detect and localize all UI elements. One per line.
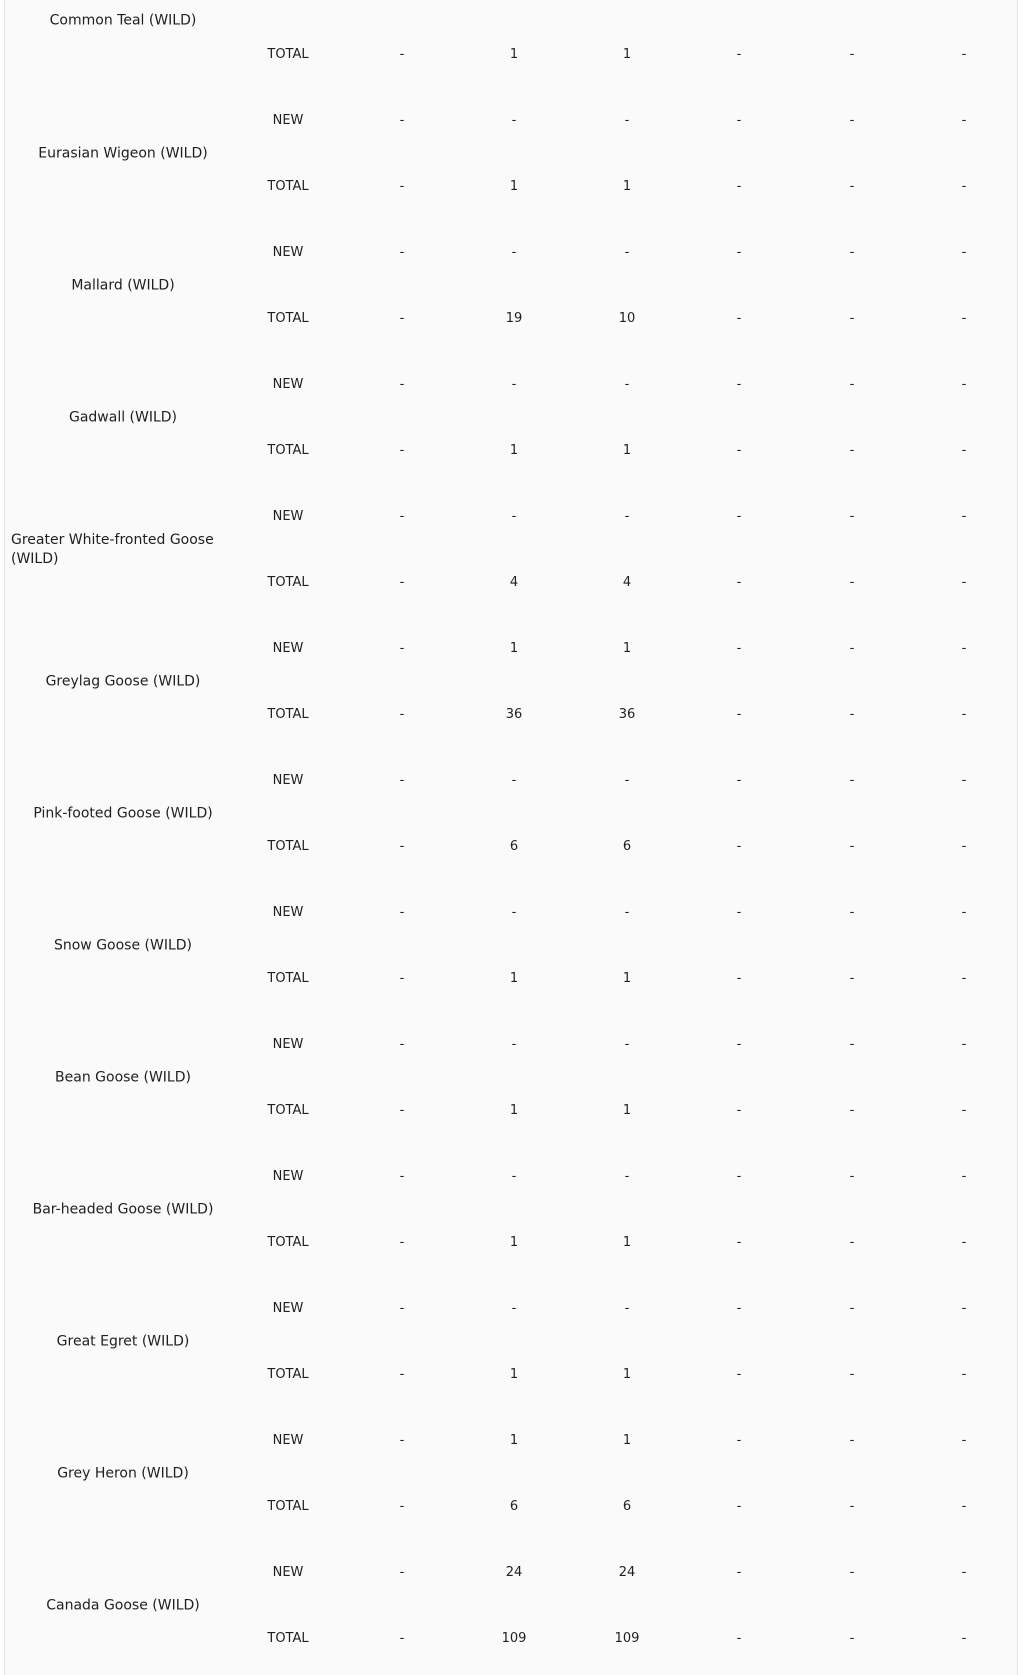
new-value-cell: -: [961, 1301, 967, 1316]
total-value-cell: -: [736, 47, 742, 62]
new-value-cell: -: [961, 905, 967, 920]
new-value-cell: 24: [505, 1565, 523, 1580]
total-value-cell: -: [961, 707, 967, 722]
new-value-cell: -: [736, 1037, 742, 1052]
total-value-cell: 1: [622, 47, 632, 62]
total-value-cell: -: [736, 971, 742, 986]
total-value-cell: -: [399, 575, 405, 590]
total-value-cell: -: [849, 311, 855, 326]
new-value-cell: -: [849, 113, 855, 128]
total-value-cell: -: [736, 1235, 742, 1250]
total-value-cell: -: [849, 575, 855, 590]
total-value-cell: -: [961, 179, 967, 194]
total-value-cell: -: [399, 1367, 405, 1382]
new-value-cell: -: [849, 1037, 855, 1052]
new-value-cell: -: [961, 1433, 967, 1448]
new-value-cell: -: [961, 641, 967, 656]
new-value-cell: -: [736, 1169, 742, 1184]
total-row-label: TOTAL: [267, 1235, 309, 1250]
total-value-cell: -: [736, 1631, 742, 1646]
total-value-cell: -: [849, 1631, 855, 1646]
total-value-cell: 6: [509, 1499, 519, 1514]
new-row-label: NEW: [272, 1301, 304, 1316]
outbreak-species-table: [4, 0, 1018, 1675]
species-name: Mallard (WILD): [71, 277, 175, 294]
new-row-label: NEW: [272, 1169, 304, 1184]
total-value-cell: -: [849, 839, 855, 854]
total-value-cell: -: [961, 839, 967, 854]
total-value-cell: 1: [622, 971, 632, 986]
new-row-label: NEW: [272, 1565, 304, 1580]
new-row-label: NEW: [272, 773, 304, 788]
total-value-cell: 109: [614, 1631, 640, 1646]
total-value-cell: 1: [509, 1367, 519, 1382]
total-value-cell: 36: [618, 707, 636, 722]
total-value-cell: 1: [622, 179, 632, 194]
total-value-cell: 1: [622, 1235, 632, 1250]
new-value-cell: -: [399, 1301, 405, 1316]
total-row-label: TOTAL: [267, 1103, 309, 1118]
total-value-cell: 1: [509, 1103, 519, 1118]
new-value-cell: -: [399, 1433, 405, 1448]
total-value-cell: -: [849, 1367, 855, 1382]
new-value-cell: -: [511, 377, 517, 392]
new-value-cell: -: [849, 377, 855, 392]
new-value-cell: -: [511, 905, 517, 920]
total-row-label: TOTAL: [267, 1499, 309, 1514]
new-value-cell: -: [399, 509, 405, 524]
new-row-label: NEW: [272, 1433, 304, 1448]
new-value-cell: -: [961, 245, 967, 260]
total-value-cell: 1: [622, 1367, 632, 1382]
new-value-cell: -: [399, 113, 405, 128]
species-name: Bean Goose (WILD): [55, 1069, 191, 1086]
new-value-cell: -: [399, 377, 405, 392]
total-value-cell: -: [849, 971, 855, 986]
total-value-cell: -: [961, 1103, 967, 1118]
species-name: Snow Goose (WILD): [53, 937, 193, 954]
new-value-cell: -: [961, 509, 967, 524]
total-value-cell: -: [399, 707, 405, 722]
total-row-label: TOTAL: [267, 1367, 309, 1382]
new-value-cell: -: [736, 245, 742, 260]
total-value-cell: -: [399, 311, 405, 326]
total-row-label: TOTAL: [267, 1631, 309, 1646]
new-value-cell: -: [736, 905, 742, 920]
total-value-cell: 4: [509, 575, 519, 590]
new-value-cell: -: [961, 1037, 967, 1052]
total-row-label: TOTAL: [267, 443, 309, 458]
new-value-cell: 1: [622, 1433, 632, 1448]
species-name: Bar-headed Goose (WILD): [32, 1201, 214, 1218]
total-value-cell: 1: [509, 47, 519, 62]
total-value-cell: -: [849, 443, 855, 458]
new-value-cell: -: [511, 1169, 517, 1184]
total-row-label: TOTAL: [267, 839, 309, 854]
total-value-cell: -: [961, 1631, 967, 1646]
new-value-cell: -: [736, 377, 742, 392]
new-row-label: NEW: [272, 905, 304, 920]
total-row-label: TOTAL: [267, 179, 309, 194]
new-value-cell: -: [399, 905, 405, 920]
new-value-cell: 1: [622, 641, 632, 656]
total-value-cell: -: [399, 47, 405, 62]
new-value-cell: -: [736, 1301, 742, 1316]
new-value-cell: -: [849, 1301, 855, 1316]
new-value-cell: -: [511, 1037, 517, 1052]
total-value-cell: 19: [505, 311, 523, 326]
total-value-cell: 1: [509, 971, 519, 986]
new-value-cell: -: [849, 245, 855, 260]
total-value-cell: 1: [622, 443, 632, 458]
new-value-cell: -: [961, 377, 967, 392]
new-value-cell: -: [736, 1433, 742, 1448]
total-value-cell: 6: [622, 839, 632, 854]
new-value-cell: -: [961, 1565, 967, 1580]
total-value-cell: 10: [618, 311, 636, 326]
new-value-cell: -: [511, 509, 517, 524]
total-value-cell: -: [736, 707, 742, 722]
new-value-cell: -: [849, 773, 855, 788]
total-value-cell: -: [849, 179, 855, 194]
total-value-cell: 6: [622, 1499, 632, 1514]
new-value-cell: -: [849, 641, 855, 656]
new-value-cell: -: [511, 113, 517, 128]
total-value-cell: -: [399, 839, 405, 854]
species-name: Grey Heron (WILD): [57, 1465, 189, 1482]
total-value-cell: 36: [505, 707, 523, 722]
total-value-cell: -: [736, 443, 742, 458]
total-value-cell: -: [849, 1499, 855, 1514]
new-value-cell: -: [624, 905, 630, 920]
new-row-label: NEW: [272, 245, 304, 260]
total-value-cell: -: [399, 1103, 405, 1118]
total-value-cell: -: [961, 575, 967, 590]
total-value-cell: 6: [509, 839, 519, 854]
species-name: Great Egret (WILD): [56, 1333, 190, 1350]
new-row-label: NEW: [272, 509, 304, 524]
total-value-cell: -: [849, 1235, 855, 1250]
species-name: Common Teal (WILD): [49, 12, 197, 29]
total-row-label: TOTAL: [267, 47, 309, 62]
new-value-cell: -: [624, 1037, 630, 1052]
new-value-cell: -: [961, 1169, 967, 1184]
new-value-cell: -: [511, 245, 517, 260]
new-value-cell: -: [961, 113, 967, 128]
new-value-cell: -: [736, 509, 742, 524]
total-value-cell: -: [961, 47, 967, 62]
new-value-cell: -: [736, 1565, 742, 1580]
total-value-cell: 1: [622, 1103, 632, 1118]
species-name: Pink-footed Goose (WILD): [33, 805, 213, 822]
new-value-cell: -: [624, 509, 630, 524]
new-value-cell: -: [511, 773, 517, 788]
total-row-label: TOTAL: [267, 971, 309, 986]
total-value-cell: -: [961, 1499, 967, 1514]
new-value-cell: -: [961, 773, 967, 788]
total-value-cell: -: [399, 1631, 405, 1646]
total-value-cell: -: [736, 311, 742, 326]
new-value-cell: -: [624, 773, 630, 788]
species-name: Greater White-fronted Goose (WILD): [11, 532, 214, 567]
new-value-cell: -: [624, 245, 630, 260]
new-value-cell: -: [849, 1169, 855, 1184]
total-row-label: TOTAL: [267, 575, 309, 590]
new-row-label: NEW: [272, 641, 304, 656]
total-value-cell: -: [961, 311, 967, 326]
total-value-cell: -: [849, 47, 855, 62]
total-value-cell: -: [399, 443, 405, 458]
new-value-cell: -: [736, 641, 742, 656]
total-value-cell: -: [736, 1103, 742, 1118]
total-value-cell: -: [399, 971, 405, 986]
total-value-cell: -: [961, 443, 967, 458]
new-row-label: NEW: [272, 1037, 304, 1052]
new-value-cell: -: [399, 1169, 405, 1184]
new-value-cell: -: [624, 377, 630, 392]
new-row-label: NEW: [272, 113, 304, 128]
total-value-cell: -: [849, 1103, 855, 1118]
total-value-cell: 1: [509, 1235, 519, 1250]
new-value-cell: -: [624, 1301, 630, 1316]
total-value-cell: -: [961, 971, 967, 986]
total-value-cell: 4: [622, 575, 632, 590]
total-value-cell: -: [399, 179, 405, 194]
new-value-cell: -: [736, 113, 742, 128]
new-value-cell: -: [849, 1433, 855, 1448]
new-value-cell: -: [399, 773, 405, 788]
total-value-cell: -: [736, 179, 742, 194]
total-value-cell: -: [399, 1235, 405, 1250]
total-value-cell: -: [736, 839, 742, 854]
total-value-cell: -: [961, 1367, 967, 1382]
total-value-cell: -: [399, 1499, 405, 1514]
total-value-cell: 1: [509, 179, 519, 194]
new-value-cell: -: [399, 641, 405, 656]
total-value-cell: 1: [509, 443, 519, 458]
new-value-cell: 24: [618, 1565, 636, 1580]
new-value-cell: -: [399, 1037, 405, 1052]
new-value-cell: -: [624, 1169, 630, 1184]
new-value-cell: -: [399, 245, 405, 260]
new-row-label: NEW: [272, 377, 304, 392]
total-value-cell: -: [849, 707, 855, 722]
species-name: Gadwall (WILD): [68, 409, 178, 426]
total-value-cell: -: [961, 1235, 967, 1250]
new-value-cell: -: [849, 509, 855, 524]
species-name: Eurasian Wigeon (WILD): [38, 145, 208, 162]
new-value-cell: 1: [509, 641, 519, 656]
total-value-cell: -: [736, 1499, 742, 1514]
total-value-cell: -: [736, 575, 742, 590]
new-value-cell: -: [849, 1565, 855, 1580]
new-value-cell: -: [511, 1301, 517, 1316]
new-value-cell: -: [624, 113, 630, 128]
new-value-cell: -: [399, 1565, 405, 1580]
new-value-cell: -: [736, 773, 742, 788]
total-row-label: TOTAL: [267, 311, 309, 326]
new-value-cell: 1: [509, 1433, 519, 1448]
total-row-label: TOTAL: [267, 707, 309, 722]
total-value-cell: -: [736, 1367, 742, 1382]
species-name: Greylag Goose (WILD): [45, 673, 201, 690]
new-value-cell: -: [849, 905, 855, 920]
species-name: Canada Goose (WILD): [46, 1597, 200, 1614]
total-value-cell: 109: [501, 1631, 527, 1646]
